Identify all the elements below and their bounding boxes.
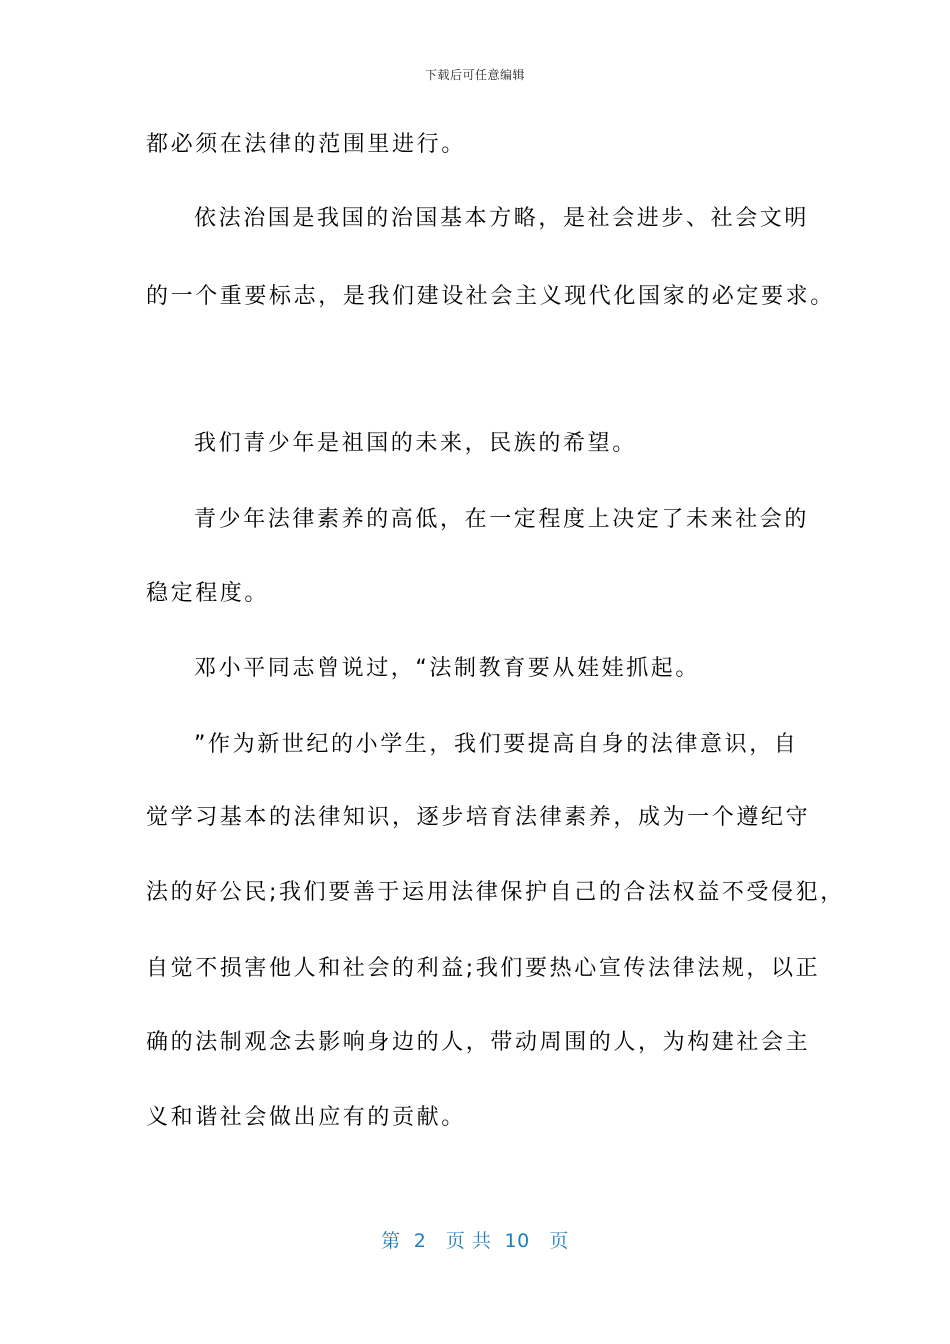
- body-line-8: ”作为新世纪的小学生，我们要提高自身的法律意识，自: [194, 732, 799, 757]
- body-line-3: 的一个重要标志，是我们建设社会主义现代化国家的必定要求。: [146, 284, 835, 309]
- body-line-4: 我们青少年是祖国的未来，民族的希望。: [194, 431, 637, 456]
- body-line-10: 法的好公民;我们要善于运用法律保护自己的合法权益不受侵犯，: [146, 880, 845, 905]
- body-line-13: 义和谐社会做出应有的贡献。: [146, 1105, 466, 1130]
- page-header: 下载后可任意编辑: [424, 68, 525, 82]
- body-line-5: 青少年法律素养的高低，在一定程度上决定了未来社会的: [194, 507, 810, 532]
- body-line-2: 依法治国是我国的治国基本方略，是社会进步、社会文明: [194, 206, 810, 231]
- body-line-7: 邓小平同志曾说过，“法制教育要从娃娃抓起。: [194, 656, 700, 681]
- body-line-11: 自觉不损害他人和社会的利益;我们要热心宣传法律法规，以正: [146, 956, 821, 981]
- body-line-6: 稳定程度。: [146, 581, 270, 606]
- body-line-12: 确的法制观念去影响身边的人，带动周围的人，为构建社会主: [146, 1030, 811, 1055]
- body-line-1: 都必须在法律的范围里进行。: [146, 132, 466, 157]
- body-line-9: 觉学习基本的法律知识，逐步培育法律素养，成为一个遵纪守: [146, 805, 811, 830]
- page-number-footer: 第 2 页 共 10 页: [381, 1230, 569, 1252]
